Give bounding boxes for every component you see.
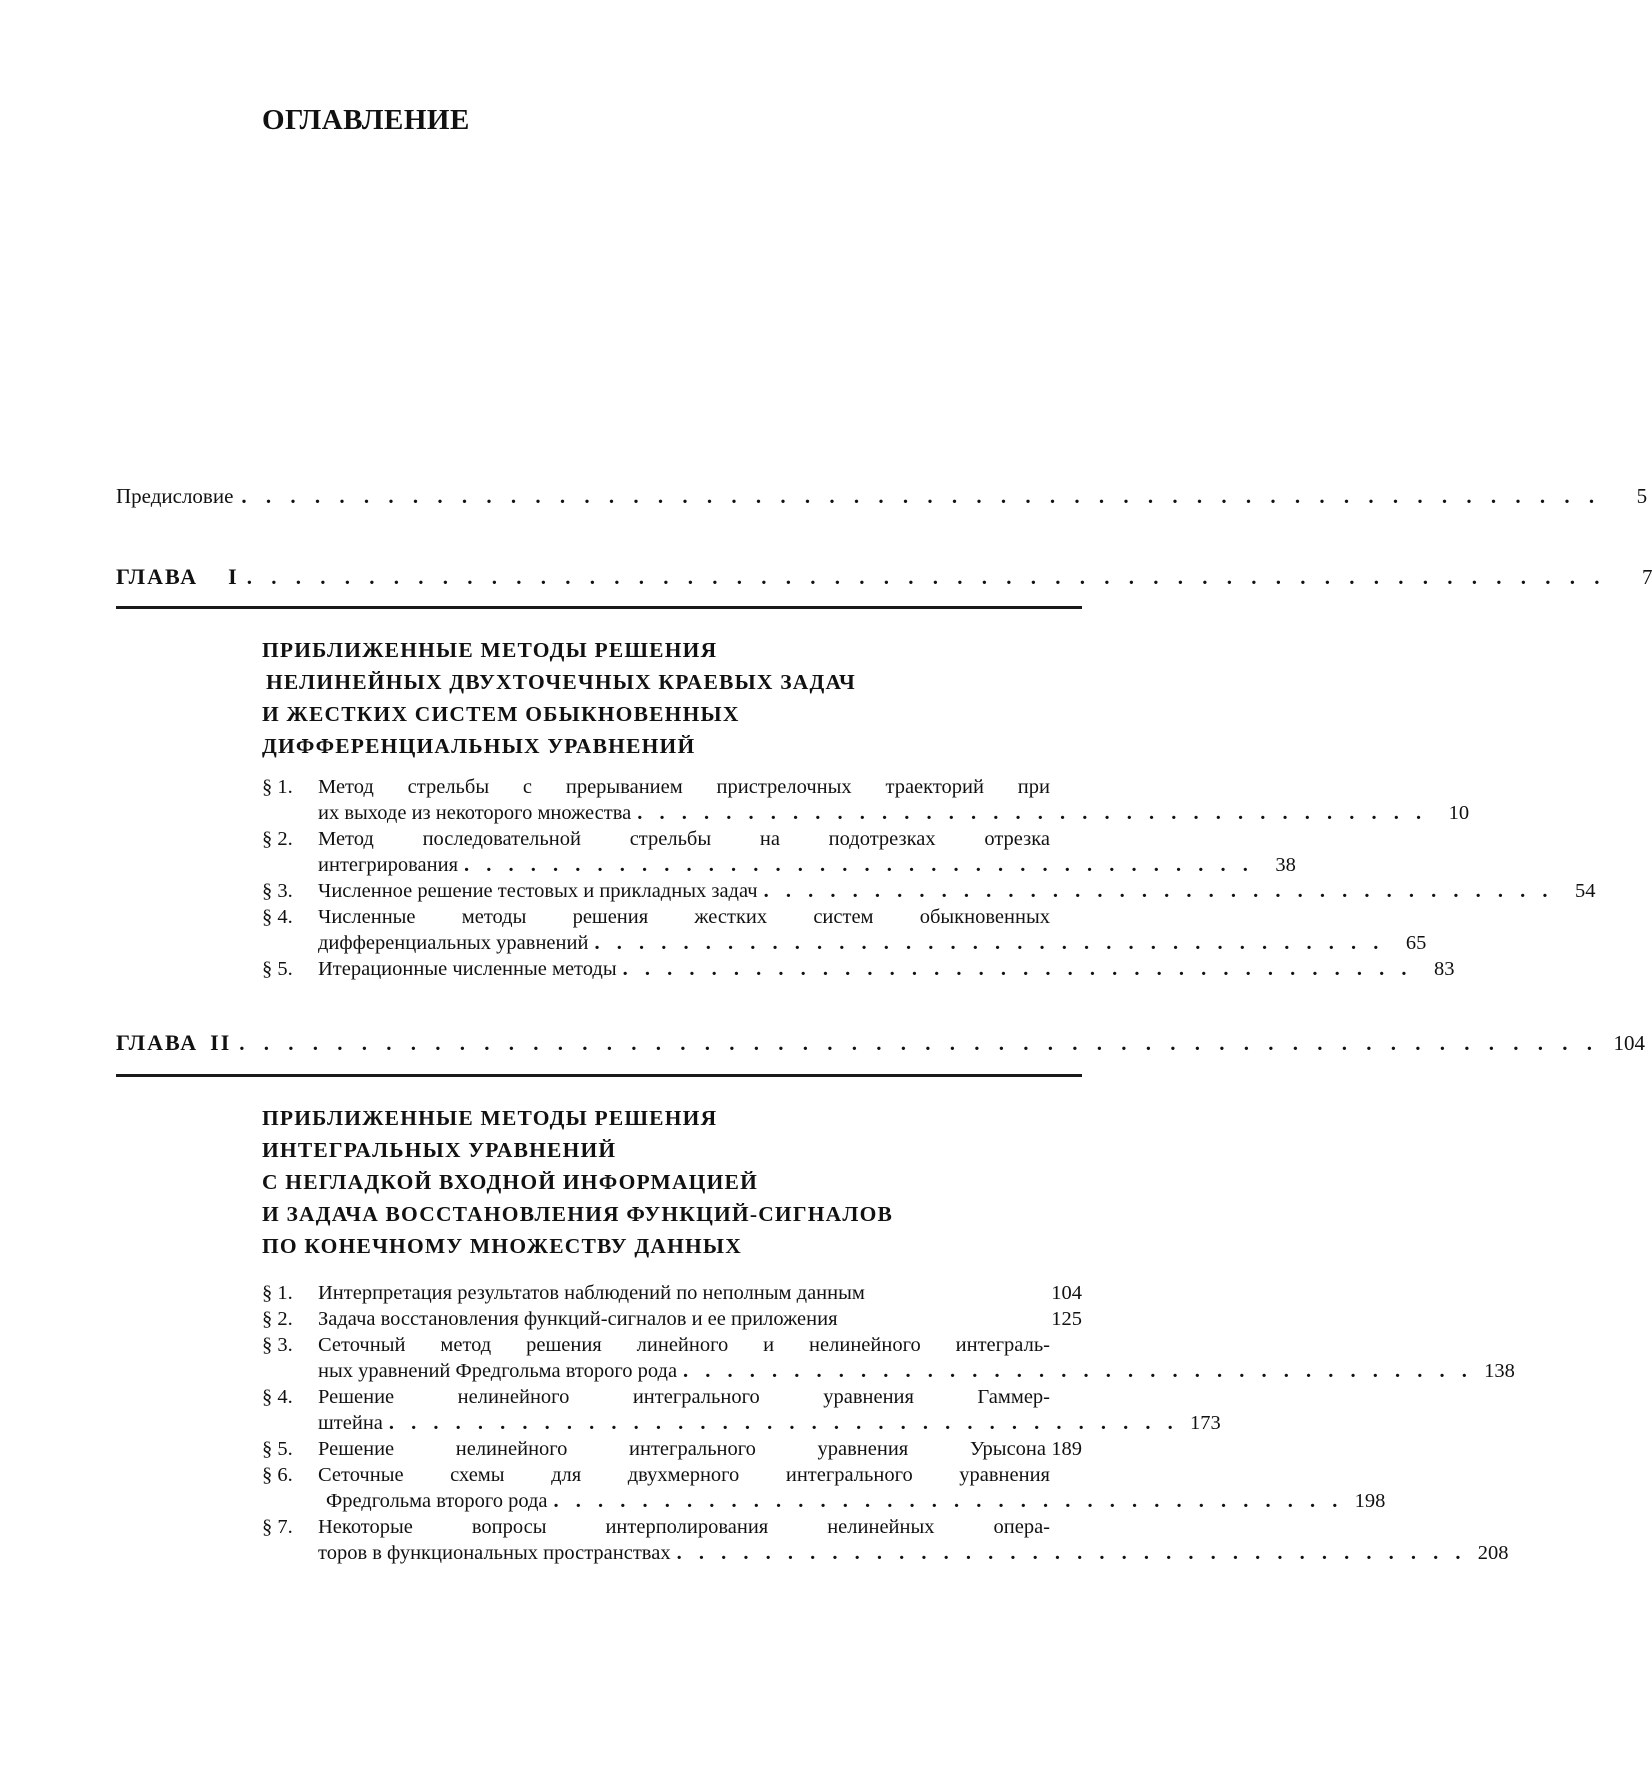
- toc-entry[interactable]: § 6. Сеточные схемы для двухмерного интегрального уравнения Фредгольма второго рода . . . . . . . . . . . . . . . . . . . . . . . . . . . . . . . . . . . . 198: [262, 1464, 1386, 1512]
- dot-leader: . . . . . . . . . . . . . . . . . . . . . . . . . . . . . . . . . . . . . . . . . . . . . . . . . . . . . . . .: [239, 1031, 1600, 1055]
- chapter-1-row[interactable]: [116, 564, 1652, 590]
- chapter-1-sections: [262, 774, 1596, 982]
- toc-entry[interactable]: § 7. Некоторые вопросы интерполирования нелинейных опера- торов в функциональных пространствах . . . . . . . . . . . . . . . . . . . . . . . . . . . . . . . . . . . . 208: [262, 1516, 1509, 1564]
- chapter-2-sections: [262, 1280, 1515, 1566]
- toc-entry[interactable]: § 3. Численное решение тестовых и прикладных задач . . . . . . . . . . . . . . . . . . . . . . . . . . . . . . . . . . . . 54: [262, 880, 1596, 902]
- toc-entry[interactable]: § 3. Сеточный метод решения линейного и нелинейного интеграль- ных уравнений Фредгольма второго рода . . . . . . . . . . . . . . . . . . . . . . . . . . . . . . . . . . . . 138: [262, 1334, 1515, 1382]
- preface-label: Предисловие: [116, 484, 234, 508]
- toc-entry[interactable]: § 5. Решение нелинейного интегрального уравнения Урысона 189: [262, 1438, 1082, 1460]
- chapter-2-row[interactable]: [116, 1030, 1646, 1056]
- toc-entry[interactable]: § 4. Численные методы решения жестких систем обыкновенных дифференциальных уравнений . . . . . . . . . . . . . . . . . . . . . . . . . . . . . . . . . . . . 65: [262, 906, 1427, 954]
- page-number: 7: [1641, 565, 1652, 589]
- toc-entry[interactable]: § 4. Решение нелинейного интегрального уравнения Гаммер- штейна . . . . . . . . . . . . . . . . . . . . . . . . . . . . . . . . . . . . 173: [262, 1386, 1221, 1434]
- dot-leader: . . . . . . . . . . . . . . . . . . . . . . . . . . . . . . . . . . . . . . . . . . . . . . . . . . . . . . . .: [246, 565, 1607, 589]
- page-number: 5: [1636, 484, 1648, 508]
- dot-leader: . . . . . . . . . . . . . . . . . . . . . . . . . . . . . . . . . . . . . . . . . . . . . . . . . . . . . . . .: [241, 484, 1602, 508]
- chapter-2-title: ПРИБЛИЖЕННЫЕ МЕТОДЫ РЕШЕНИЯ ИНТЕГРАЛЬНЫХ УРАВНЕНИЙ С НЕГЛАДКОЙ ВХОДНОЙ ИНФОРМАЦИЕЙ И ЗАДАЧА ВОССТАНОВЛЕНИЯ ФУНКЦИЙ-СИГНАЛОВ ПО КОНЕЧНОМУ МНОЖЕСТВУ ДАННЫХ: [262, 1106, 894, 1258]
- chapter-number: II: [210, 1030, 232, 1055]
- chapter-1-title: ПРИБЛИЖЕННЫЕ МЕТОДЫ РЕШЕНИЯ НЕЛИНЕЙНЫХ ДВУХТОЧЕЧНЫХ КРАЕВЫХ ЗАДАЧ И ЖЕСТКИХ СИСТЕМ ОБЫКНОВЕННЫХ ДИФФЕРЕНЦИАЛЬНЫХ УРАВНЕНИЙ: [262, 638, 856, 758]
- toc-entry[interactable]: § 1. Метод стрельбы с прерыванием пристрелочных траекторий при их выходе из некоторого множества . . . . . . . . . . . . . . . . . . . . . . . . . . . . . . . . . . . . 10: [262, 776, 1470, 824]
- chapter-label: ГЛАВА II: [116, 1030, 232, 1055]
- chapter-divider: [116, 1074, 1082, 1077]
- page-title: ОГЛАВЛЕНИЕ: [262, 104, 470, 136]
- chapter-number: I: [228, 564, 239, 589]
- toc-entry[interactable]: § 2. Метод последовательной стрельбы на подотрезках отрезка интегрирования . . . . . . . . . . . . . . . . . . . . . . . . . . . . . . . . . . . . 38: [262, 828, 1296, 876]
- toc-entry[interactable]: § 5. Итерационные численные методы . . . . . . . . . . . . . . . . . . . . . . . . . . . . . . . . . . . . 83: [262, 958, 1455, 980]
- toc-entry[interactable]: § 1. Интерпретация результатов наблюдений по неполным данным 104: [262, 1282, 1082, 1304]
- toc-entry[interactable]: § 2. Задача восстановления функций-сигналов и ее приложения 125: [262, 1308, 1082, 1330]
- chapter-label: ГЛАВА I: [116, 564, 239, 589]
- chapter-divider: [116, 606, 1082, 609]
- toc-preface-row[interactable]: [116, 484, 1648, 509]
- page-number: 104: [1613, 1031, 1646, 1055]
